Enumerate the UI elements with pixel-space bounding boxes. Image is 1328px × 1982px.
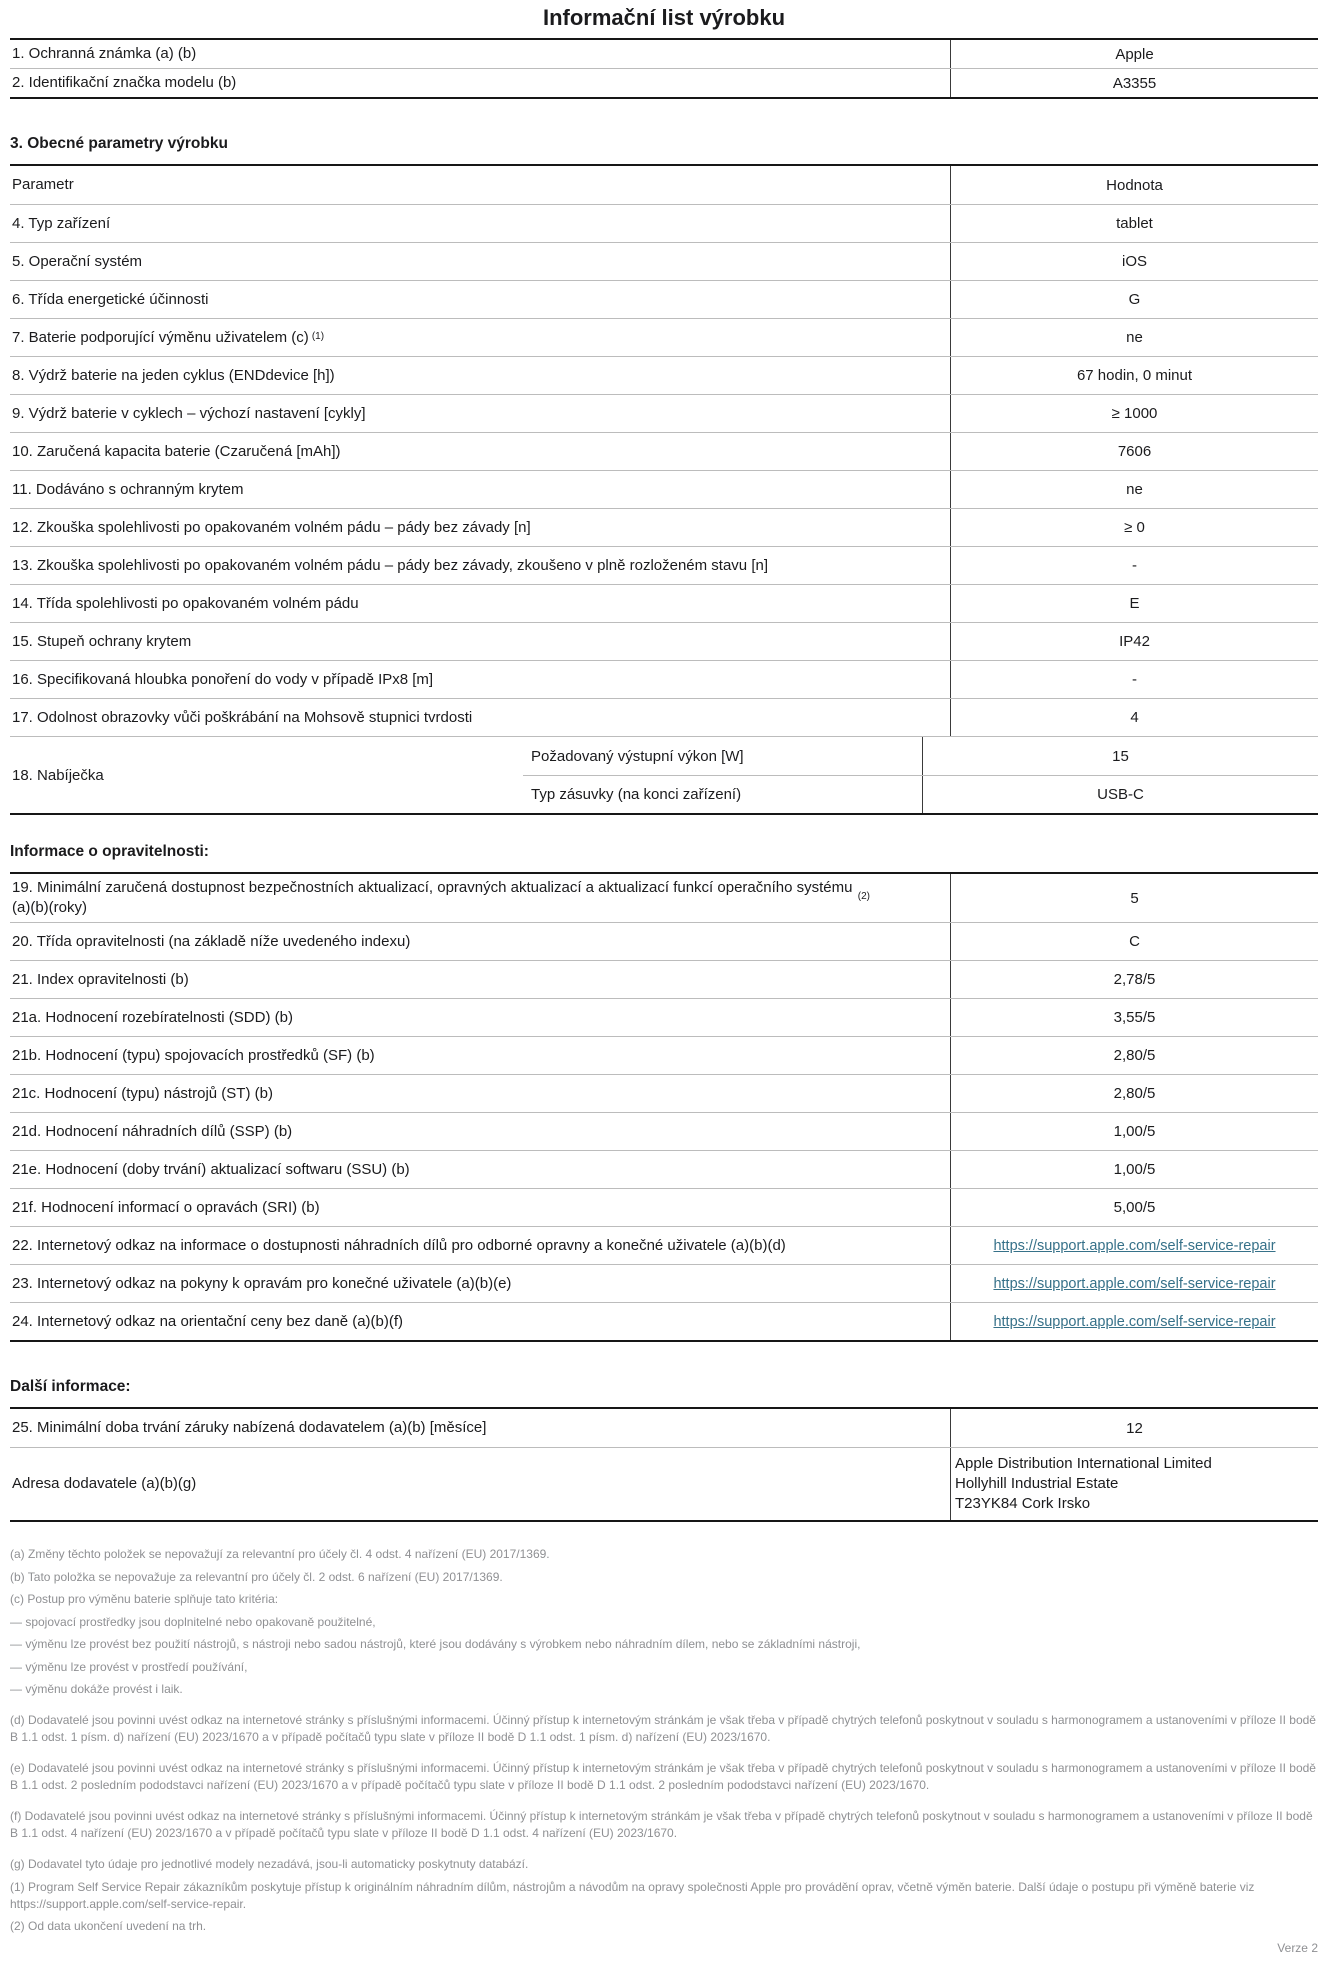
page-title: Informační list výrobku [542,5,786,30]
row-value [950,1265,1318,1302]
address-line: Hollyhill Industrial Estate [955,1475,1119,1492]
table-row [10,960,1318,998]
row-value: A3355 [950,69,1318,97]
table-row [10,68,1318,97]
table-row [10,1188,1318,1226]
row-value: Apple [950,40,1318,68]
supplier-address-row [10,1447,1318,1520]
table-row [10,1112,1318,1150]
row-label: 23. Internetový odkaz na pokyny k opravám pro konečné uživatele (a)(b)(e) [12,1274,512,1292]
row-label: 21e. Hodnocení (doby trvání) aktualizací softwaru (SSU) (b) [12,1160,410,1178]
row-label [10,319,950,356]
table-row [10,356,1318,394]
table-row [10,242,1318,280]
table-row [10,1409,1318,1447]
row-value: ≥ 0 [950,509,1318,546]
subrow-label: Požadovaný výstupní výkon [W] [531,747,744,765]
row-value: ne [950,471,1318,508]
row-value: 2,80/5 [950,1075,1318,1112]
column-header-value: Hodnota [950,166,1318,204]
row-label: 22. Internetový odkaz na informace o dostupnosti náhradních dílů pro odborné opravny a konečné uživatele (a)(b)(d) [12,1236,786,1254]
row-value [950,1303,1318,1340]
row-value: 2,78/5 [950,961,1318,998]
row-label: 20. Třída opravitelnosti (na základě níže uvedeného indexu) [12,932,411,950]
row-label: 21f. Hodnocení informací o opravách (SRI) (b) [12,1198,320,1216]
footnote-c-criterion: — výměnu lze provést bez použití nástrojů, s nástroji nebo sadou nástrojů, které jsou dodávány s výrobkem nebo náhradním dílem, nebo se základními nástroji, [10,1637,861,1651]
version-label: Verze 2 [1277,1941,1318,1955]
indicative-prices-link[interactable]: https://support.apple.com/self-service-repair [993,1313,1276,1330]
address-line: Apple Distribution International Limited [955,1455,1212,1472]
row-label: 15. Stupeň ochrany krytem [12,632,192,650]
footnote-a: (a) Změny těchto položek se nepovažují za relevantní pro účely čl. 4 odst. 4 nařízení (EU) 2017/1369. [10,1547,550,1561]
footnote-2: (2) Od data ukončení uvedení na trh. [10,1919,207,1933]
table-row [10,874,1318,922]
row-label: 16. Specifikovaná hloubka ponoření do vody v případě IPx8 [m] [12,670,434,688]
general-parameters-table [10,164,1318,815]
table-row [10,584,1318,622]
table-row [10,622,1318,660]
row-value: ne [950,319,1318,356]
table-row [10,40,1318,68]
table-row [10,470,1318,508]
table-row [10,318,1318,356]
table-row [10,508,1318,546]
table-row [10,1074,1318,1112]
row-label: 21b. Hodnocení (typu) spojovacích prostředků (SF) (b) [12,1046,375,1064]
row-label: 21. Index opravitelnosti (b) [12,970,189,988]
row-label: 21a. Hodnocení rozebíratelnosti (SDD) (b) [12,1008,293,1026]
row-label: 17. Odolnost obrazovky vůči poškrábání na Mohsově stupnici tvrdosti [12,708,473,726]
footnote-c-criterion: — spojovací prostředky jsou doplnitelné nebo opakovaně použitelné, [10,1614,376,1629]
row-label-text: 7. Baterie podporující výměnu uživatelem (c) [12,328,309,346]
row-label: 21c. Hodnocení (typu) nástrojů (ST) (b) [12,1084,273,1102]
table-row [10,432,1318,470]
row-label: 12. Zkouška spolehlivosti po opakovaném volném pádu – pády bez závady [n] [12,518,531,536]
row-label: 11. Dodáváno s ochranným krytem [12,480,244,498]
row-label: 24. Internetový odkaz na orientační ceny bez daně (a)(b)(f) [12,1312,404,1330]
footnote-b: (b) Tato položka se nepovažuje za relevantní pro účely čl. 2 odst. 6 nařízení (EU) 2017/1369. [10,1569,503,1584]
spare-parts-availability-link[interactable]: https://support.apple.com/self-service-repair [993,1237,1276,1254]
row-label: 5. Operační systém [12,252,143,270]
table-row [10,1264,1318,1302]
column-header-parameter: Parametr [12,176,74,193]
repair-instructions-link[interactable]: https://support.apple.com/self-service-repair [993,1275,1276,1292]
row-value: 3,55/5 [950,999,1318,1036]
footnote-1: (1) Program Self Service Repair zákazníkům poskytuje přístup k originálním náhradním dílům, nástrojům a návodům na opravy společnosti Apple pro provádění oprav, včetně výměn baterie. Další údaje o postupu při výměně baterie viz https://support.apple.com/self-service-repair. [10,1879,1255,1911]
row-value: 1,00/5 [950,1113,1318,1150]
trademark-model-table [10,38,1318,99]
table-row [10,698,1318,736]
row-label: 25. Minimální doba trvání záruky nabízená dodavatelem (a)(b) [měsíce] [12,1419,487,1436]
footnote-d: (d) Dodavatelé jsou povinni uvést odkaz na internetové stránky s příslušnými informacemi. Účinný přístup k internetovým stránkám je však třeba v případě chytrých telefonů poskytnout v souladu s harmonogramem a ustanoveními v příloze II bodě B 1.1 odst. 1 písm. d) nařízení (EU) 2023/1670 a v případě počítačů typu slate v příloze II bodě D 1.1 odst. 1 písm. d) nařízení (EU) 2023/1670. [10,1713,1316,1744]
row-label: 18. Nabíječka [12,766,104,784]
row-label: 2. Identifikační značka modelu (b) [12,74,237,91]
row-label: 10. Zaručená kapacita baterie (Czaručená [mAh]) [12,442,341,460]
table-row [10,1302,1318,1340]
row-label-text: 19. Minimální zaručená dostupnost bezpečnostních aktualizací, opravných aktualizací a aktualizací funkcí operačního systému (a)(b)(roky) [12,879,853,916]
row-value: C [950,923,1318,960]
row-value: G [950,281,1318,318]
row-label: Adresa dodavatele (a)(b)(g) [12,1475,197,1492]
table-header-row [10,166,1318,204]
charger-sub-table [523,737,1318,813]
row-value: 12 [950,1409,1318,1447]
charger-subrow-connector [523,775,1318,813]
row-value: 2,80/5 [950,1037,1318,1074]
other-information-table [10,1407,1318,1522]
footnote-e: (e) Dodavatelé jsou povinni uvést odkaz na internetové stránky s příslušnými informacemi. Účinný přístup k internetovým stránkám je však třeba v případě chytrých telefonů poskytnout v souladu s harmonogramem a ustanoveními v příloze II bodě B 1.1 odst. 2 posledním pododstavci nařízení (EU) 2023/1670 a v případě počítačů typu slate v příloze II bodě D 1.1 odst. 2 posledním pododstavci nařízení (EU) 2023/1670. [10,1761,1316,1792]
footnote-c-criterion: — výměnu dokáže provést i laik. [10,1682,183,1696]
charger-row [10,736,1318,813]
table-row [10,922,1318,960]
table-row [10,546,1318,584]
row-value: tablet [950,205,1318,242]
subrow-value: 15 [922,737,1318,775]
table-row [10,998,1318,1036]
table-row [10,1150,1318,1188]
row-value: 7606 [950,433,1318,470]
table-row [10,1036,1318,1074]
section-heading-repairability: Informace o opravitelnosti: [10,843,209,860]
row-label: 1. Ochranná známka (a) (b) [12,45,197,62]
section-heading-general-parameters: 3. Obecné parametry výrobku [10,135,228,152]
table-row [10,394,1318,432]
row-label: 13. Zkouška spolehlivosti po opakovaném volném pádu – pády bez závady, zkoušeno v plně rozloženém stavu [n] [12,556,768,574]
footnote-ref-2: (2) [857,891,870,902]
table-row [10,280,1318,318]
row-label: 21d. Hodnocení náhradních dílů (SSP) (b) [12,1122,293,1140]
row-label: 8. Výdrž baterie na jeden cyklus (ENDdevice [h]) [12,366,335,384]
table-row [10,1226,1318,1264]
table-row [10,660,1318,698]
footnote-g: (g) Dodavatel tyto údaje pro jednotlivé modely nezadává, jsou-li automaticky poskytnuty databází. [10,1857,529,1871]
row-label: 4. Typ zařízení [12,214,111,232]
footnote-f: (f) Dodavatelé jsou povinni uvést odkaz na internetové stránky s příslušnými informacemi. Účinný přístup k internetovým stránkám je však třeba v případě chytrých telefonů poskytnout v souladu s harmonogramem a ustanoveními v příloze II bodě B 1.1 odst. 4 nařízení (EU) 2023/1670 a v případě počítačů typu slate v příloze II bodě D 1.1 odst. 4 nařízení (EU) 2023/1670. [10,1809,1313,1840]
footnote-ref-1: (1) [311,330,325,342]
address-line: T23YK84 Cork Irsko [955,1495,1091,1512]
row-value: 4 [950,699,1318,736]
row-value: iOS [950,243,1318,280]
section-heading-other-information: Další informace: [10,1378,131,1395]
row-value: - [950,661,1318,698]
row-value: 67 hodin, 0 minut [950,357,1318,394]
row-label [10,874,950,922]
repairability-table [10,872,1318,1342]
subrow-label: Typ zásuvky (na konci zařízení) [531,786,742,803]
table-row [10,204,1318,242]
row-value: 1,00/5 [950,1151,1318,1188]
footnote-c: (c) Postup pro výměnu baterie splňuje tato kritéria: [10,1592,279,1606]
row-label: 6. Třída energetické účinnosti [12,290,209,308]
row-value: ≥ 1000 [950,395,1318,432]
row-value: 5,00/5 [950,1189,1318,1226]
supplier-address [950,1448,1318,1520]
row-value: - [950,547,1318,584]
charger-subrow-power [523,737,1318,775]
row-value: 5 [950,874,1318,922]
row-label: 14. Třída spolehlivosti po opakovaném volném pádu [12,594,359,612]
row-value [950,1227,1318,1264]
footnote-c-criterion: — výměnu lze provést v prostředí používání, [10,1659,248,1674]
footnotes [10,1546,1318,1935]
row-value: IP42 [950,623,1318,660]
row-value: E [950,585,1318,622]
subrow-value: USB-C [922,776,1318,813]
row-label: 9. Výdrž baterie v cyklech – výchozí nastavení [cykly] [12,404,366,422]
